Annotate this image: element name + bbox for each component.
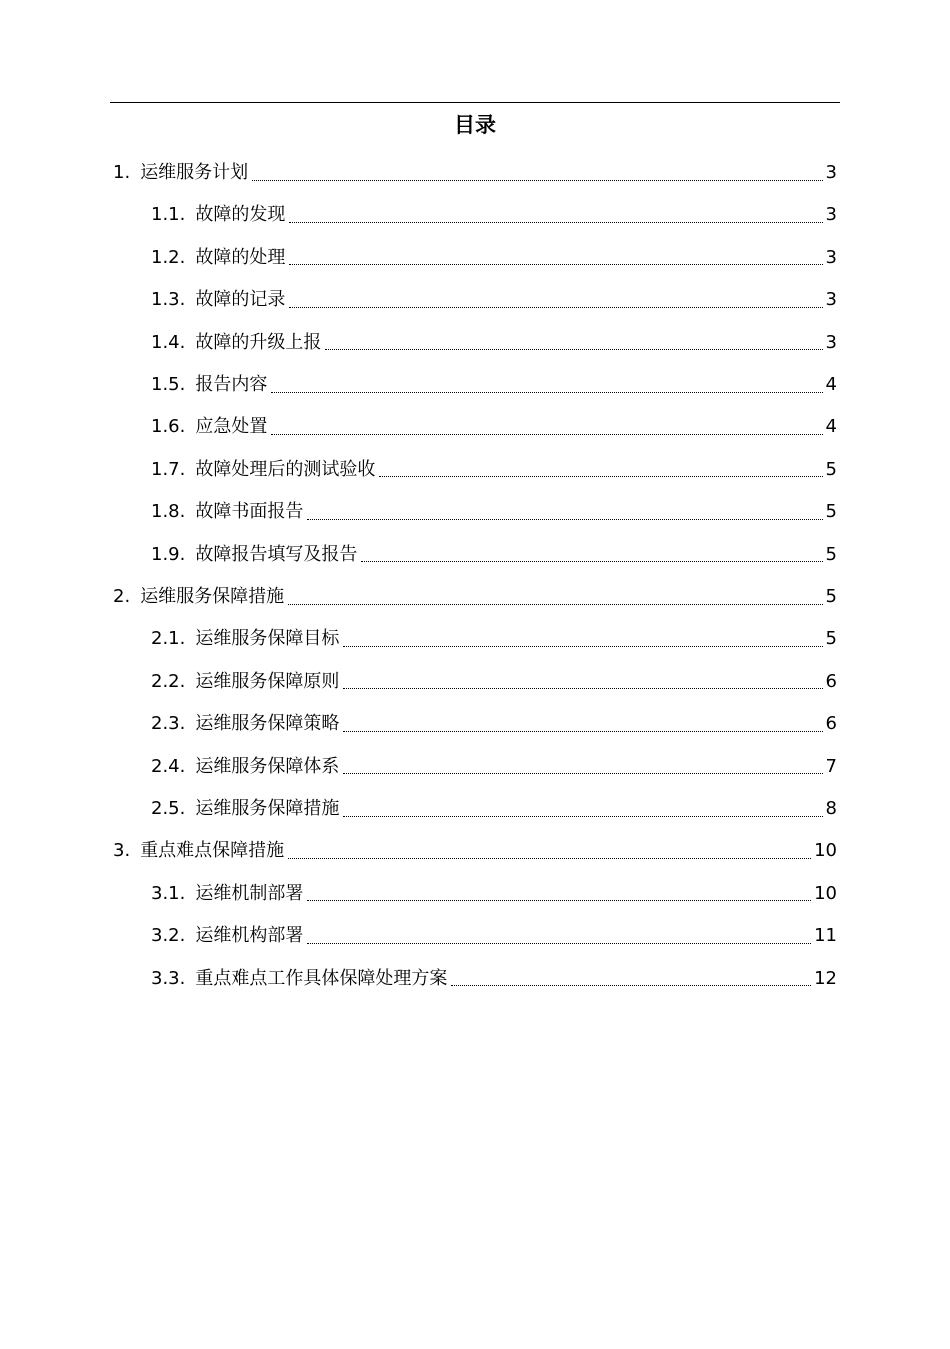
toc-entry-title: 故障报告填写及报告 <box>195 543 358 565</box>
dot-leader <box>307 943 811 944</box>
toc-entry-number: 2.5. <box>151 798 186 819</box>
toc-entry-number: 1.8. <box>151 501 186 523</box>
dot-leader <box>288 858 811 859</box>
toc-entry-page-number: 3 <box>825 204 837 226</box>
toc-entry-page-number: 3 <box>825 331 837 353</box>
dot-leader <box>289 222 822 223</box>
dot-leader <box>451 985 811 986</box>
dot-leader <box>307 900 811 901</box>
toc-entry-number: 3. <box>113 840 131 862</box>
dot-leader <box>288 604 822 605</box>
toc-entry[interactable] <box>151 322 837 364</box>
toc-entry-page-number: 5 <box>825 543 837 565</box>
toc-entry[interactable] <box>151 703 837 745</box>
toc-entry-page-number: 5 <box>825 628 837 650</box>
toc-entry[interactable] <box>113 830 837 872</box>
toc-entry[interactable] <box>151 873 837 915</box>
dot-leader <box>307 519 822 520</box>
toc-entry[interactable] <box>151 788 837 830</box>
toc-entry[interactable] <box>151 746 837 788</box>
toc-entry-title: 运维服务保障措施 <box>140 586 285 607</box>
toc-entry[interactable] <box>113 576 837 618</box>
dot-leader <box>289 264 822 265</box>
toc-entry-number: 1.7. <box>151 458 186 480</box>
toc-entry-page-number: 10 <box>814 882 837 904</box>
toc-entry[interactable] <box>113 152 837 194</box>
toc-entry-title: 重点难点工作具体保障处理方案 <box>195 967 448 989</box>
toc-entry-number: 2. <box>113 586 131 607</box>
toc-entry-number: 1.3. <box>151 289 186 311</box>
toc-entry-page-number: 7 <box>825 755 837 777</box>
dot-leader <box>325 349 822 350</box>
toc-entry[interactable] <box>151 661 837 703</box>
toc-entry-page-number: 5 <box>825 586 837 607</box>
toc-entry-title: 运维服务保障策略 <box>195 713 340 735</box>
toc-entry-title: 运维服务保障原则 <box>195 670 340 692</box>
toc-entry-number: 1.9. <box>151 543 186 565</box>
dot-leader <box>343 731 822 732</box>
toc-entry-number: 2.3. <box>151 713 186 735</box>
toc-entry-page-number: 4 <box>825 416 837 438</box>
dot-leader <box>361 561 822 562</box>
dot-leader <box>343 816 822 817</box>
toc-entry-page-number: 5 <box>825 458 837 480</box>
dot-leader <box>343 646 822 647</box>
toc-entry-number: 2.4. <box>151 755 186 777</box>
toc-entry-title: 运维机构部署 <box>195 925 304 947</box>
toc-entry[interactable] <box>151 958 837 1000</box>
dot-leader <box>271 392 822 393</box>
toc-entry-number: 1.5. <box>151 374 186 395</box>
toc-entry[interactable] <box>151 237 837 279</box>
toc-entry-title: 故障处理后的测试验收 <box>195 458 376 480</box>
dot-leader <box>289 307 822 308</box>
toc-entry-page-number: 11 <box>814 925 837 947</box>
toc-title: 目录 <box>454 113 496 137</box>
header-rule <box>110 102 840 103</box>
toc-entry-page-number: 12 <box>814 967 837 989</box>
toc-entry[interactable] <box>151 915 837 957</box>
toc-entry-title: 运维服务保障措施 <box>195 798 340 819</box>
toc-entry[interactable] <box>151 618 837 660</box>
toc-entry-page-number: 3 <box>825 246 837 268</box>
toc-entry-title: 故障的发现 <box>195 204 286 226</box>
toc-entry-page-number: 4 <box>825 374 837 395</box>
toc-entry-number: 3.2. <box>151 925 186 947</box>
toc-entry-number: 2.2. <box>151 670 186 692</box>
dot-leader <box>379 476 822 477</box>
toc-entry-number: 3.3. <box>151 967 186 989</box>
toc-entry-number: 1.6. <box>151 416 186 438</box>
toc-entry-number: 2.1. <box>151 628 186 650</box>
toc-entry-number: 1.4. <box>151 331 186 353</box>
toc-entry[interactable] <box>151 449 837 491</box>
dot-leader <box>343 773 822 774</box>
toc-entry-title: 故障的处理 <box>195 246 286 268</box>
toc-entry-page-number: 6 <box>825 713 837 735</box>
toc-entry-page-number: 10 <box>814 840 837 862</box>
toc-entry[interactable] <box>151 194 837 236</box>
toc-entry-page-number: 6 <box>825 670 837 692</box>
toc-entry-page-number: 8 <box>825 798 837 819</box>
toc-entry-title: 重点难点保障措施 <box>140 840 285 862</box>
toc-entry[interactable] <box>151 491 837 533</box>
dot-leader <box>343 688 822 689</box>
dot-leader <box>252 180 822 181</box>
toc-entry-title: 故障书面报告 <box>195 501 304 523</box>
toc-entry[interactable] <box>151 534 837 576</box>
toc-entry-title: 运维服务计划 <box>140 162 249 183</box>
toc-entry-number: 1.1. <box>151 204 186 226</box>
toc-entry-title: 运维服务保障体系 <box>195 755 340 777</box>
toc-entry-title: 报告内容 <box>195 374 268 395</box>
toc-entry-page-number: 3 <box>825 289 837 311</box>
toc-entry[interactable] <box>151 364 837 406</box>
toc-entry-number: 1. <box>113 162 131 183</box>
toc-entry-page-number: 3 <box>825 162 837 183</box>
toc-entry[interactable] <box>151 406 837 448</box>
toc-entry-title: 应急处置 <box>195 416 268 438</box>
toc-entry-title: 故障的升级上报 <box>195 331 322 353</box>
toc-entry-page-number: 5 <box>825 501 837 523</box>
toc-entry-title: 运维服务保障目标 <box>195 628 340 650</box>
toc-entry-title: 故障的记录 <box>195 289 286 311</box>
toc-entry-number: 3.1. <box>151 882 186 904</box>
toc-entry-title: 运维机制部署 <box>195 882 304 904</box>
toc-entry[interactable] <box>151 279 837 321</box>
dot-leader <box>271 434 822 435</box>
toc-entry-number: 1.2. <box>151 246 186 268</box>
